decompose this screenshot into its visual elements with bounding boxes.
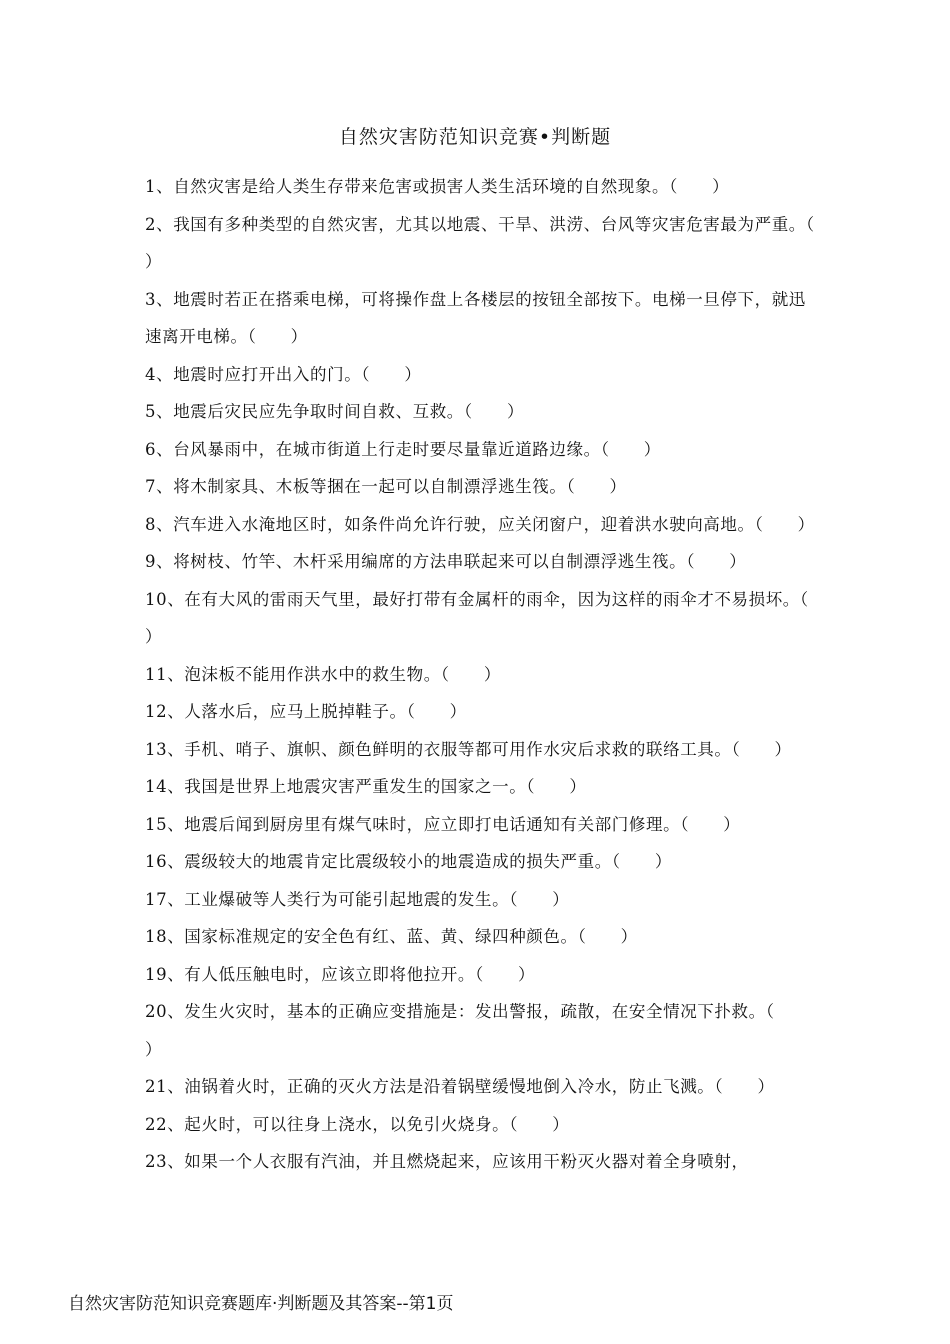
question-item: 21、油锅着火时，正确的灭火方法是沿着锅壁缓慢地倒入冷水，防止飞溅。（ ） bbox=[145, 1077, 775, 1096]
question-item: 18、国家标准规定的安全色有红、蓝、黄、绿四种颜色。（ ） bbox=[145, 927, 638, 946]
question-item: 11、泡沫板不能用作洪水中的救生物。（ ） bbox=[145, 664, 501, 684]
question-item: 2、我国有多种类型的自然灾害，尤其以地震、干旱、洪涝、台风等灾害危害最为严重。（ ） bbox=[145, 214, 849, 271]
question-list bbox=[145, 168, 849, 1181]
question-item: 9、将树枝、竹竿、木杆采用编席的方法串联起来可以自制漂浮逃生筏。（ ） bbox=[145, 552, 747, 571]
question-item: 12、人落水后，应马上脱掉鞋子。（ ） bbox=[145, 702, 467, 721]
question-item: 6、台风暴雨中，在城市街道上行走时要尽量靠近道路边缘。（ ） bbox=[145, 439, 661, 459]
question-item: 23、如果一个人衣服有汽油，并且燃烧起来，应该用干粉灭火器对着全身喷射， bbox=[145, 1152, 749, 1171]
question-item: 10、在有大风的雷雨天气里，最好打带有金属杆的雨伞，因为这样的雨伞才不易损坏。（ ） bbox=[145, 589, 843, 646]
question-item: 17、工业爆破等人类行为可能引起地震的发生。（ ） bbox=[145, 889, 570, 909]
question-item: 14、我国是世界上地震灾害严重发生的国家之一。（ ） bbox=[145, 777, 587, 796]
question-item: 5、地震后灾民应先争取时间自救、互救。（ ） bbox=[145, 402, 525, 421]
question-item: 8、汽车进入水淹地区时，如条件尚允许行驶，应关闭窗户，迎着洪水驶向高地。（ ） bbox=[145, 514, 815, 534]
question-item: 1、自然灾害是给人类生存带来危害或损害人类生活环境的自然现象。（ ） bbox=[145, 177, 730, 196]
question-item: 16、震级较大的地震肯定比震级较小的地震造成的损失严重。（ ） bbox=[145, 852, 672, 871]
question-item: 13、手机、哨子、旗帜、颜色鲜明的衣服等都可用作水灾后求救的联络工具。（ ） bbox=[145, 739, 792, 759]
question-item: 20、发生火灾时，基本的正确应变措施是：发出警报，疏散，在安全情况下扑救。（ ） bbox=[145, 1002, 809, 1059]
question-item: 19、有人低压触电时，应该立即将他拉开。（ ） bbox=[145, 964, 536, 984]
page-title: 自然灾害防范知识竞赛•判断题 bbox=[338, 126, 612, 148]
question-item: 22、起火时，可以往身上浇水，以免引火烧身。（ ） bbox=[145, 1114, 570, 1134]
question-item: 7、将木制家具、木板等捆在一起可以自制漂浮逃生筏。（ ） bbox=[145, 477, 627, 496]
page-footer: 自然灾害防范知识竞赛题库·判断题及其答案--第1页 bbox=[68, 1294, 454, 1314]
question-item: 3、地震时若正在搭乘电梯，可将操作盘上各楼层的按钮全部按下。电梯一旦停下，就迅速离开电梯。（ ） bbox=[145, 289, 806, 346]
question-item: 4、地震时应打开出入的门。（ ） bbox=[145, 364, 422, 384]
question-item: 15、地震后闻到厨房里有煤气味时，应立即打电话通知有关部门修理。（ ） bbox=[145, 814, 741, 834]
